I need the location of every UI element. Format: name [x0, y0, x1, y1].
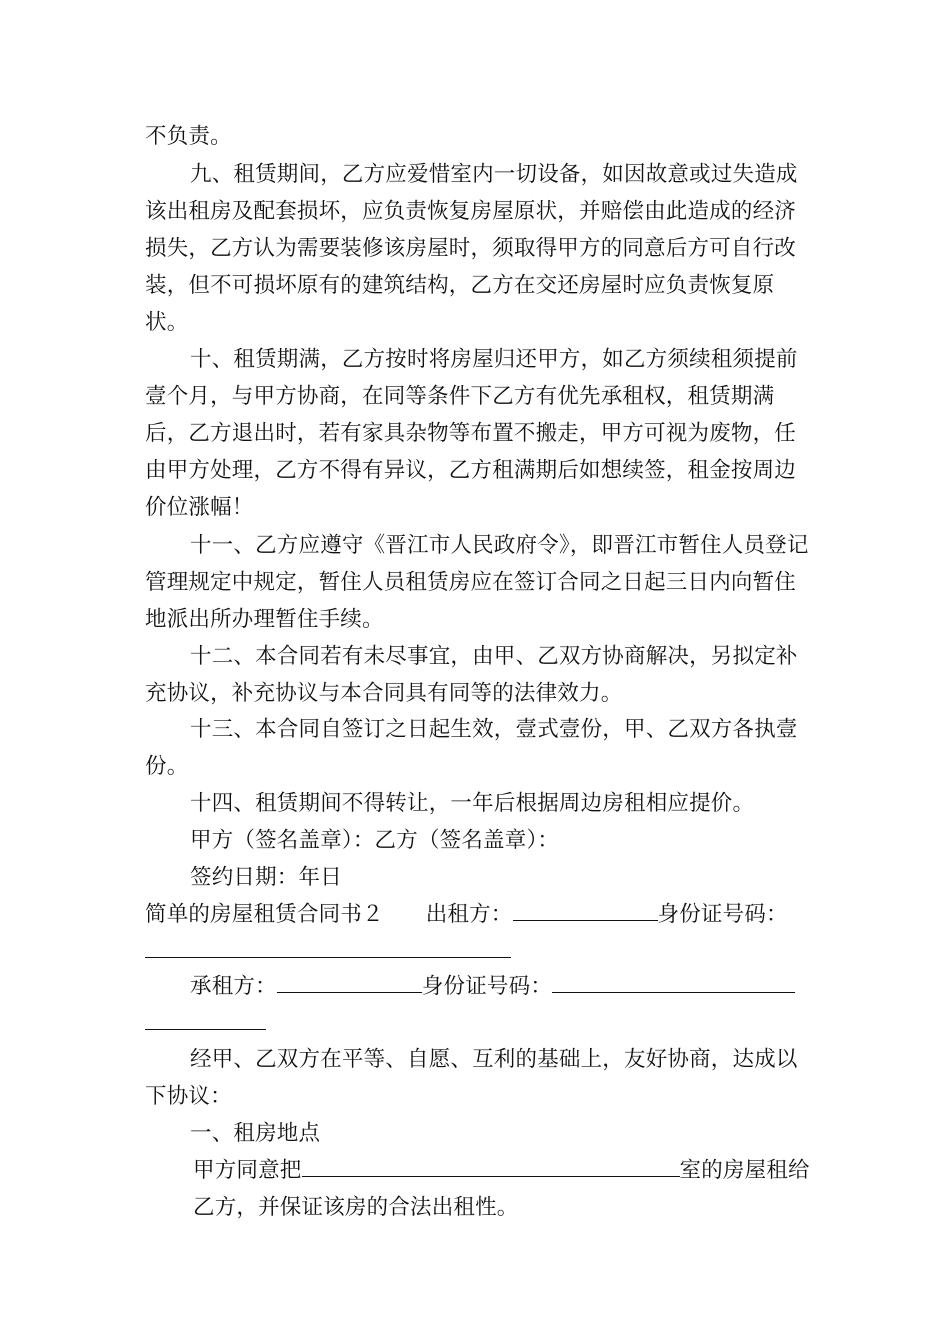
signing-date: 签约日期：年日: [190, 865, 342, 890]
lessor-line: [145, 896, 845, 933]
lessee-id-field[interactable]: [552, 970, 795, 993]
lessee-line: [145, 968, 815, 1005]
signature-line: 甲方（签名盖章）：乙方（签名盖章）：: [190, 828, 560, 853]
lessee-label: 承租方：: [190, 974, 277, 999]
premises-paragraph: [145, 1152, 815, 1226]
lessee-name-field[interactable]: [277, 970, 422, 993]
clause-9: 九、租赁期间，乙方应爱惜室内一切设备，如因故意或过失造成该出租房及配套损坏，应负责恢复房屋原状，并赔偿由此造成的经济损失，乙方认为需要装修该房屋时，须取得甲方的同意后方可自行改装，但不可损坏原有的建筑结构，乙方在交还房屋时应负责恢复原状。: [145, 162, 798, 335]
clause-12: 十二、本合同若有未尽事宜，由甲、乙双方协商解决，另拟定补充协议，补充协议与本合同具有同等的法律效力。: [145, 644, 798, 706]
clause-13: 十三、本合同自签订之日起生效，壹式壹份，甲、乙双方各执壹份。: [145, 717, 798, 779]
lessee-id-field-row: [145, 1005, 815, 1042]
premises-address-field[interactable]: [302, 1154, 680, 1177]
premises-text-a: 甲方同意把: [193, 1158, 302, 1183]
contract-title: 简单的房屋租赁合同书２: [145, 902, 384, 927]
paragraph-continuation: 不负责。: [145, 124, 232, 149]
lessee-id-field-cont[interactable]: [145, 1007, 266, 1030]
lessor-id-field[interactable]: [145, 935, 511, 958]
clause-11: 十一、乙方应遵守《晋江市人民政府令》，即晋江市暂住人员登记管理规定中规定，暂住人员租赁房应在签订合同之日起三日内向暂住地派出所办理暂住手续。: [145, 533, 809, 632]
clause-10: 十、租赁期满，乙方按时将房屋归还甲方，如乙方须续租须提前壹个月，与甲方协商，在同等条件下乙方有优先承租权，租赁期满后，乙方退出时，若有家具杂物等布置不搬走，甲方可视为废物，任由甲方处理，乙方不得有异议，乙方租满期后如想续签，租金按周边价位涨幅！: [145, 347, 798, 520]
lessor-id-field-row: [145, 933, 815, 970]
lessee-id-label: 身份证号码：: [421, 974, 553, 999]
section-1-heading: 一、租房地点: [190, 1121, 321, 1146]
lessor-name-field[interactable]: [513, 898, 658, 921]
premises-text-b: 室的房屋租给乙方，并保证该房的合法出租性。: [193, 1158, 810, 1220]
lessor-id-label: 身份证号码：: [657, 902, 788, 927]
intro-paragraph: 经甲、乙双方在平等、自愿、互利的基础上，友好协商，达成以下协议：: [145, 1047, 798, 1109]
clause-14: 十四、租赁期间不得转让，一年后根据周边房租相应提价。: [190, 791, 755, 816]
lessor-label: 出租方：: [425, 902, 513, 927]
